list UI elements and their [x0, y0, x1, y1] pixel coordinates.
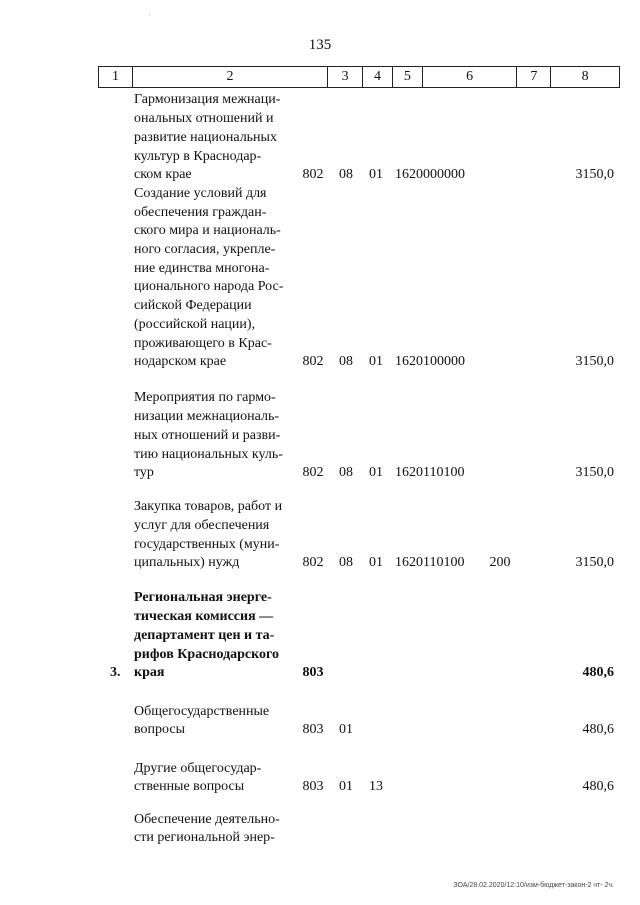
description-line: Гармонизация межнаци-: [134, 92, 281, 108]
description-line: Закупка товаров, работ и: [134, 499, 283, 515]
amount: 480,6: [582, 779, 614, 795]
amount: 3150,0: [575, 555, 614, 571]
description-line: тическая комиссия —: [134, 609, 274, 625]
code-expense-type: 200: [489, 555, 511, 571]
table-row: [0, 811, 640, 848]
description-line: сийской Федерации: [134, 298, 252, 314]
code-ministry: 802: [302, 555, 324, 571]
code-target-article: 1620110100: [395, 465, 465, 481]
code-subsection: 01: [369, 354, 383, 370]
code-target-article: 1620110100: [395, 555, 465, 571]
code-target-article: 1620000000: [395, 167, 465, 183]
code-ministry: 803: [302, 779, 324, 795]
column-header-2: 2: [133, 67, 328, 87]
amount: 3150,0: [575, 167, 614, 183]
code-section: 08: [339, 465, 353, 481]
column-header-7: 7: [517, 67, 551, 87]
description-line: департамент цен и та-: [134, 627, 275, 643]
table-row: [0, 498, 640, 573]
page-number: 135: [308, 37, 332, 53]
code-ministry: 802: [302, 354, 324, 370]
row-description: [134, 498, 294, 573]
description-line: Другие общегосудар-: [134, 760, 262, 776]
column-header-6: 6: [423, 67, 518, 87]
description-line: низации межнациональ-: [134, 409, 280, 425]
row-description: [134, 703, 294, 740]
description-line: рифов Краснодарского: [134, 646, 280, 662]
code-section: 01: [339, 779, 353, 795]
column-header-row: [98, 66, 620, 88]
table-row: [0, 390, 640, 484]
column-header-4: 4: [363, 67, 393, 87]
code-ministry: 803: [302, 665, 324, 681]
amount: 480,6: [582, 722, 614, 738]
code-section: 08: [339, 555, 353, 571]
description-line: ципальных) нужд: [134, 555, 240, 571]
table-row: [0, 185, 640, 372]
description-line: вопросы: [134, 722, 185, 738]
table-row: [0, 92, 640, 186]
description-line: тур: [134, 465, 154, 481]
description-line: государственных (муни-: [134, 536, 280, 552]
table-row: [0, 703, 640, 740]
row-description: [134, 760, 294, 797]
description-line: ных отношений и разви-: [134, 427, 281, 443]
scan-mark: ': [149, 14, 151, 20]
code-subsection: 13: [369, 779, 383, 795]
code-subsection: 01: [369, 465, 383, 481]
description-line: ственные вопросы: [134, 779, 245, 795]
amount: 3150,0: [575, 465, 614, 481]
code-ministry: 802: [302, 465, 324, 481]
document-footer: ЗОА/28.02.2020/12:10/изм-бюджет-закон-2 чт- 2ч.: [453, 882, 614, 889]
row-description: [134, 91, 294, 185]
description-line: проживающего в Крас-: [134, 335, 272, 351]
code-section: 08: [339, 354, 353, 370]
row-number: 3.: [110, 665, 121, 681]
description-line: Мероприятия по гармо-: [134, 390, 276, 406]
description-line: ционального народа Рос-: [134, 279, 284, 295]
column-header-8: 8: [581, 69, 589, 84]
description-line: Региональная энерге-: [134, 590, 272, 606]
amount: 480,6: [582, 665, 614, 681]
row-description: [134, 389, 294, 483]
description-line: сти региональной энер-: [134, 830, 275, 846]
description-line: края: [134, 665, 165, 681]
column-header-5: 5: [393, 67, 423, 87]
amount: 3150,0: [575, 354, 614, 370]
description-line: ного согласия, укрепле-: [134, 242, 276, 258]
code-subsection: 01: [369, 555, 383, 571]
description-line: ональных отношений и: [134, 111, 274, 127]
column-header-3: 3: [328, 67, 363, 87]
row-description: [134, 811, 294, 848]
code-subsection: 01: [369, 167, 383, 183]
code-section: 01: [339, 722, 353, 738]
table-row: [0, 760, 640, 797]
description-line: услуг для обеспечения: [134, 517, 270, 533]
description-line: ского мира и националь-: [134, 223, 281, 239]
code-ministry: 803: [302, 722, 324, 738]
description-line: ние единства многона-: [134, 260, 270, 276]
description-line: культур в Краснодар-: [134, 148, 262, 164]
description-line: тию национальных куль-: [134, 446, 283, 462]
description-line: обеспечения граждан-: [134, 204, 267, 220]
description-line: развитие национальных: [134, 129, 277, 145]
column-header-1: 1: [99, 67, 133, 87]
description-line: (российской нации),: [134, 316, 256, 332]
description-line: Создание условий для: [134, 185, 267, 201]
description-line: нодарском крае: [134, 354, 227, 370]
row-description: [134, 185, 294, 372]
code-ministry: 802: [302, 167, 324, 183]
row-description: [134, 589, 294, 683]
code-target-article: 1620100000: [395, 354, 465, 370]
description-line: Обеспечение деятельно-: [134, 811, 280, 827]
code-section: 08: [339, 167, 353, 183]
description-line: Общегосударственные: [134, 703, 270, 719]
table-row: [0, 590, 640, 684]
description-line: ском крае: [134, 167, 192, 183]
